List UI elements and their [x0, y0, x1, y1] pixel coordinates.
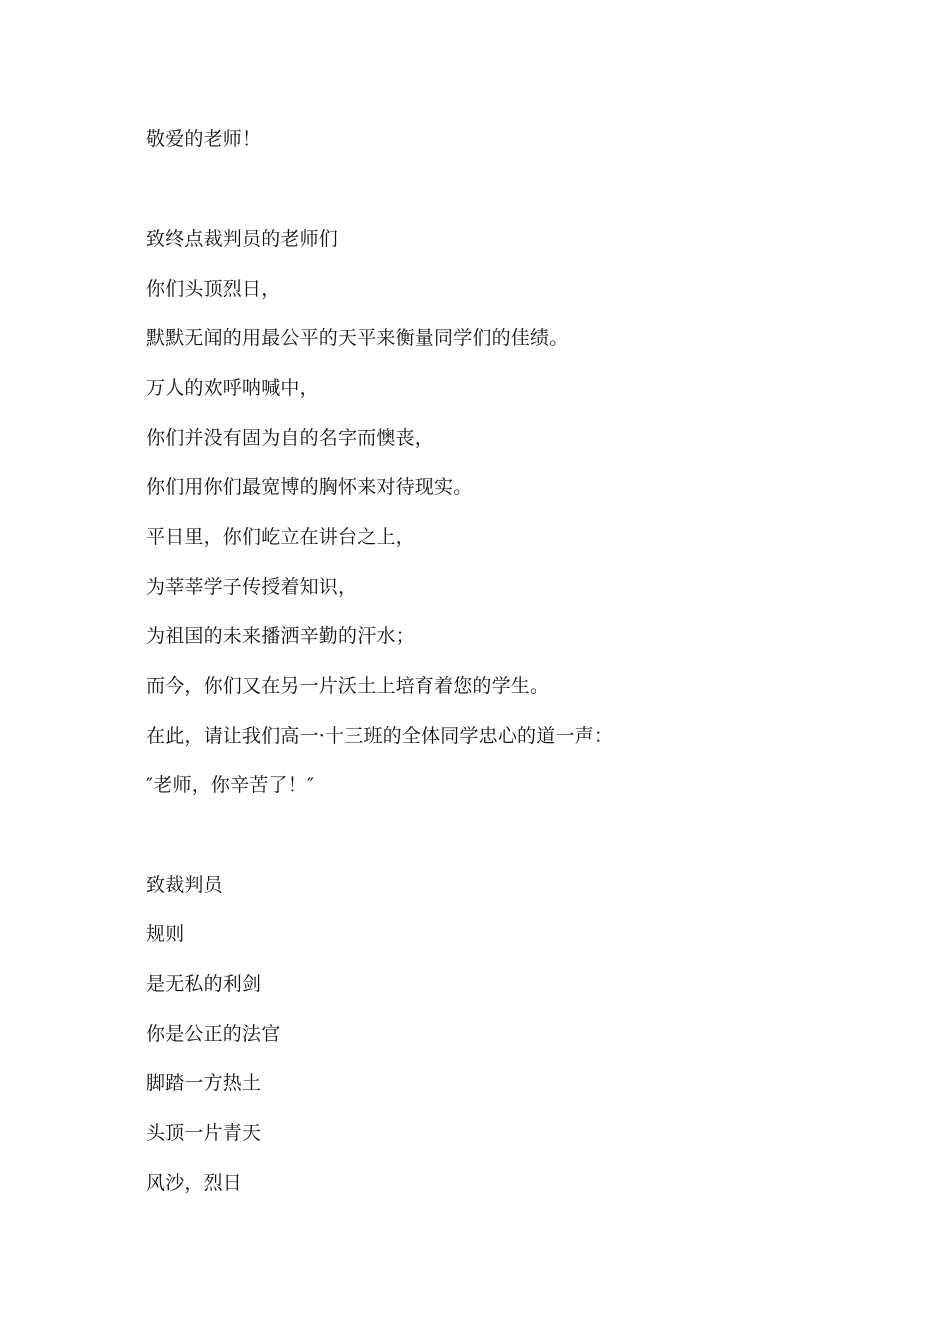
- text-line: 是无私的利剑: [146, 973, 262, 995]
- text-line: 为祖国的未来播洒辛勤的汗水；: [146, 625, 415, 647]
- text-line: 默默无闻的用最公平的天平来衡量同学们的佳绩。: [146, 327, 569, 349]
- text-line: 风沙，烈日: [146, 1172, 243, 1194]
- text-line: 你们并没有固为自的名字而懊丧，: [146, 427, 435, 449]
- text-line: 为莘莘学子传授着知识，: [146, 576, 358, 598]
- text-line: 而今，你们又在另一片沃土上培育着您的学生。: [146, 675, 550, 697]
- text-line: 规则: [146, 923, 185, 945]
- greeting: 敬爱的老师！: [146, 128, 262, 150]
- text-line: 头顶一片青天: [146, 1122, 262, 1144]
- text-line: 你是公正的法官: [146, 1023, 281, 1045]
- text-line: ″老师，你辛苦了！″: [146, 774, 315, 796]
- text-line: 万人的欢呼呐喊中，: [146, 377, 319, 399]
- text-line: 平日里，你们屹立在讲台之上，: [146, 526, 415, 548]
- text-line: 在此，请让我们高一·十三班的全体同学忠心的道一声：: [146, 725, 614, 747]
- text-line: 脚踏一方热土: [146, 1072, 262, 1094]
- text-line: 你们头顶烈日，: [146, 278, 281, 300]
- section-heading-finish-judges: 致终点裁判员的老师们: [146, 228, 339, 250]
- section-heading-judges: 致裁判员: [146, 874, 223, 896]
- text-line: 你们用你们最宽博的胸怀来对待现实。: [146, 476, 473, 498]
